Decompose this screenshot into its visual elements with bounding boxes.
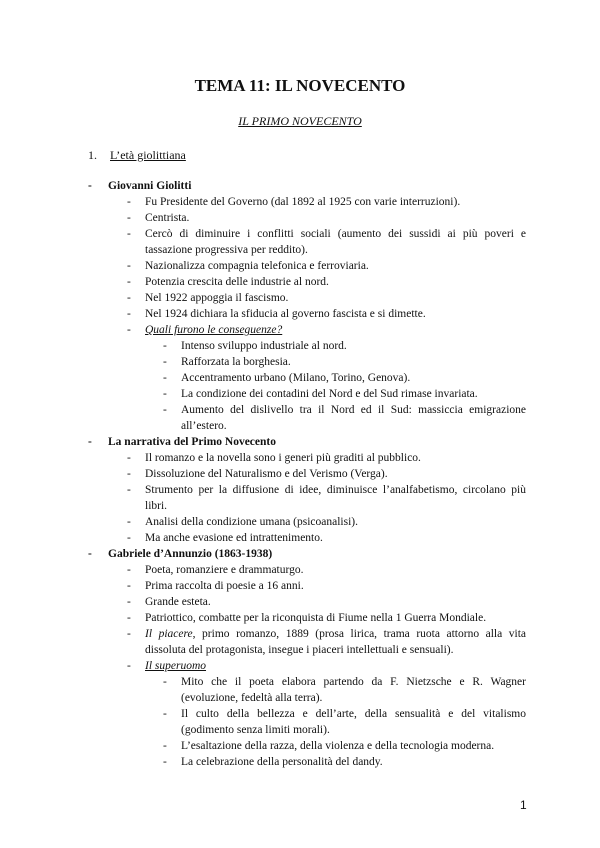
list-item-text: Il romanzo e la novella sono i generi più graditi al pubblico. — [145, 452, 421, 464]
bullet-dash: - — [163, 340, 167, 352]
list-item-text: Analisi della condizione umana (psicoanalisi). — [145, 516, 359, 528]
list-item-text: Potenzia crescita delle industrie al nord. — [145, 276, 329, 288]
bullet-dash: - — [88, 548, 92, 560]
sub-list-item — [0, 674, 600, 706]
bullet-dash: - — [127, 452, 131, 464]
sub-list-item-text: La celebrazione della personalità del dandy. — [181, 756, 383, 768]
bullet-dash: - — [127, 612, 131, 624]
bullet-dash: - — [163, 356, 167, 368]
bullet-dash: - — [163, 388, 167, 400]
bullet-dash: - — [127, 596, 131, 608]
bullet-dash: - — [163, 756, 167, 768]
sub-list-item-text: Intenso sviluppo industriale al nord. — [181, 340, 347, 352]
document-body — [0, 178, 600, 770]
list-item-text: Strumento per la diffusione di idee, diminuisce l’analfabetismo, circolano più libri. — [145, 484, 526, 512]
list-item — [0, 194, 600, 210]
list-item — [0, 578, 600, 594]
bullet-dash: - — [127, 228, 131, 240]
bullet-dash: - — [127, 660, 131, 672]
book-title: Il piacere — [145, 628, 193, 640]
bullet-dash: - — [127, 484, 131, 496]
section-label: L’età giolittiana — [110, 148, 186, 162]
list-item-text: Nel 1924 dichiara la sfiducia al governo fascista e si dimette. — [145, 308, 426, 320]
bullet-dash: - — [127, 292, 131, 304]
sub-list-item — [0, 754, 600, 770]
sub-list-item — [0, 386, 600, 402]
bullet-dash: - — [163, 404, 167, 416]
sub-list-item — [0, 370, 600, 386]
list-item — [0, 210, 600, 226]
bullet-dash: - — [88, 180, 92, 192]
sub-list-item — [0, 738, 600, 754]
bullet-dash: - — [127, 260, 131, 272]
sub-list-item — [0, 402, 600, 434]
page-subtitle: IL PRIMO NOVECENTO — [238, 114, 362, 128]
topic-heading-giolitti — [0, 178, 600, 194]
subtopic-consequences — [0, 322, 600, 338]
list-item-text: Dissoluzione del Naturalismo e del Verismo (Verga). — [145, 468, 388, 480]
list-item — [0, 482, 600, 514]
bullet-dash: - — [127, 580, 131, 592]
bullet-dash: - — [127, 564, 131, 576]
list-item — [0, 466, 600, 482]
topic-heading-text: La narrativa del Primo Novecento — [108, 436, 276, 448]
sub-list-item-text: Mito che il poeta elabora partendo da F. Nietzsche e R. Wagner (evoluzione, fedeltà alla terra). — [181, 676, 526, 704]
list-item — [0, 226, 600, 258]
list-item-text: Nazionalizza compagnia telefonica e ferroviaria. — [145, 260, 369, 272]
bullet-dash: - — [163, 676, 167, 688]
sub-list-item-text: Rafforzata la borghesia. — [181, 356, 291, 368]
list-item — [0, 562, 600, 578]
list-item — [0, 450, 600, 466]
section-number: 1. — [88, 148, 97, 162]
subtopic-label: Quali furono le conseguenze? — [145, 324, 283, 336]
list-item-text: Prima raccolta di poesie a 16 anni. — [145, 580, 304, 592]
bullet-dash: - — [127, 628, 131, 640]
bullet-dash: - — [127, 308, 131, 320]
list-item-text: Nel 1922 appoggia il fascismo. — [145, 292, 289, 304]
topic-heading-text: Gabriele d’Annunzio (1863-1938) — [108, 548, 273, 560]
bullet-dash: - — [127, 196, 131, 208]
topic-heading-narrativa — [0, 434, 600, 450]
list-item-text: Poeta, romanziere e drammaturgo. — [145, 564, 304, 576]
subtopic-label: Il superuomo — [145, 660, 207, 672]
list-item — [0, 514, 600, 530]
bullet-dash: - — [127, 532, 131, 544]
section-heading — [88, 147, 186, 163]
list-item — [0, 274, 600, 290]
bullet-dash: - — [127, 276, 131, 288]
page-number: 1 — [520, 798, 527, 812]
sub-list-item-text: La condizione dei contadini del Nord e del Sud rimase invariata. — [181, 388, 478, 400]
topic-heading-dannunzio — [0, 546, 600, 562]
bullet-dash: - — [127, 324, 131, 336]
subtopic-superuomo — [0, 658, 600, 674]
list-item-text: Ma anche evasione ed intrattenimento. — [145, 532, 323, 544]
list-item — [0, 306, 600, 322]
list-item — [0, 610, 600, 626]
bullet-dash: - — [163, 740, 167, 752]
list-item — [0, 290, 600, 306]
list-item-text: Patriottico, combatte per la riconquista di Fiume nella 1 Guerra Mondiale. — [145, 612, 487, 624]
list-item-piacere — [0, 626, 600, 658]
sub-list-item-text: L’esaltazione della razza, della violenza e della tecnologia moderna. — [181, 740, 495, 752]
sub-list-item — [0, 338, 600, 354]
list-item-text: , primo romanzo, 1889 (prosa lirica, trama ruota attorno alla vita dissoluta del protagonista, insegue i piaceri intellettuali e sensuali). — [145, 628, 526, 656]
list-item-text: Grande esteta. — [145, 596, 211, 608]
list-item — [0, 594, 600, 610]
sub-list-item — [0, 354, 600, 370]
topic-heading-text: Giovanni Giolitti — [108, 180, 192, 192]
bullet-dash: - — [163, 372, 167, 384]
bullet-dash: - — [127, 516, 131, 528]
bullet-dash: - — [127, 212, 131, 224]
page-title: TEMA 11: IL NOVECENTO — [194, 76, 406, 95]
sub-list-item-text: Aumento del dislivello tra il Nord ed il Sud: massiccia emigrazione all’estero. — [181, 404, 526, 432]
bullet-dash: - — [127, 468, 131, 480]
bullet-dash: - — [88, 436, 92, 448]
list-item — [0, 258, 600, 274]
sub-list-item — [0, 706, 600, 738]
sub-list-item-text: Accentramento urbano (Milano, Torino, Genova). — [181, 372, 411, 384]
sub-list-item-text: Il culto della bellezza e dell’arte, della sensualità e del vitalismo (godimento senza limiti morali). — [181, 708, 526, 736]
list-item-text: Centrista. — [145, 212, 190, 224]
bullet-dash: - — [163, 708, 167, 720]
list-item-text: Cercò di diminuire i conflitti sociali (aumento dei sussidi ai più poveri e tassazione progressiva per reddito). — [145, 228, 526, 256]
list-item — [0, 530, 600, 546]
list-item-text: Fu Presidente del Governo (dal 1892 al 1925 con varie interruzioni). — [145, 196, 461, 208]
